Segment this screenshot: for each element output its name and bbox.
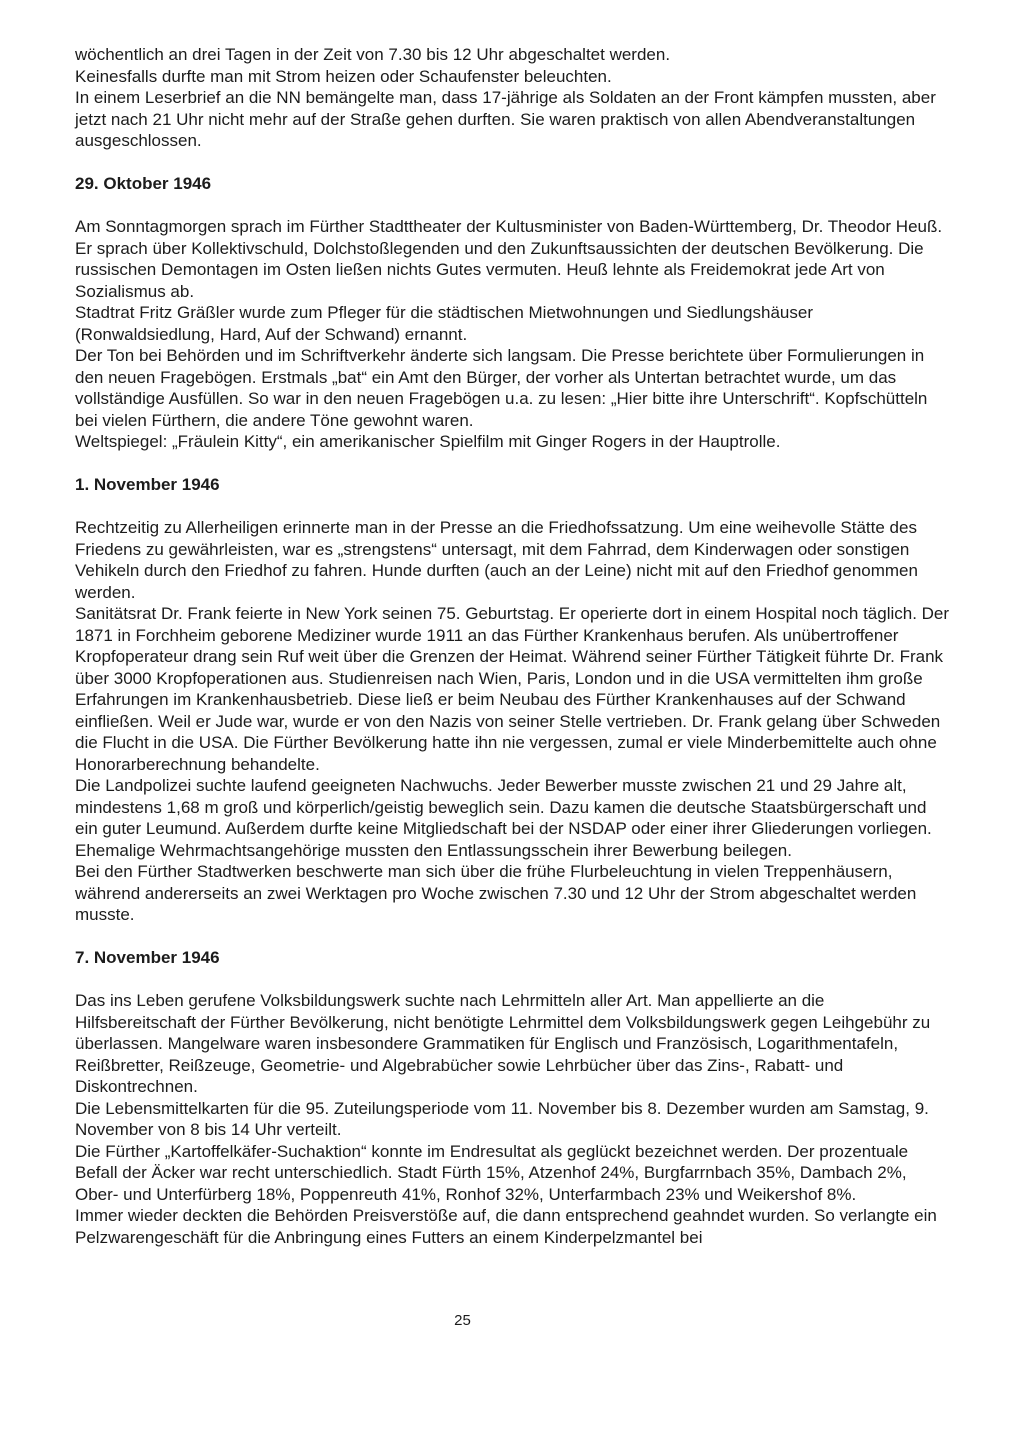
date-heading: 1. November 1946	[75, 475, 220, 494]
date-heading: 7. November 1946	[75, 948, 220, 967]
paragraph: In einem Leserbrief an die NN bemängelte man, dass 17-jährige als Soldaten an der Front kämpfen mussten, aber jetzt nach 21 Uhr nicht mehr auf der Straße gehen durften. Sie waren praktisch von allen Abendveranstaltungen ausgeschlossen.	[75, 88, 936, 150]
page-number: 25	[454, 1312, 471, 1329]
paragraph-group	[75, 216, 950, 453]
paragraph: Der Ton bei Behörden und im Schriftverkehr änderte sich langsam. Die Presse berichtete über Formulierungen in den neuen Fragebögen. Erstmals „bat“ ein Amt den Bürger, der vorher als Untertan betrachtet wurde, um das vollständige Ausfüllen. So war in den neuen Fragebögen u.a. zu lesen: „Hier bitte ihre Unterschrift“. Kopfschütteln bei vielen Fürthern, die andere Töne gewohnt waren.	[75, 346, 928, 430]
paragraph: Die Fürther „Kartoffelkäfer-Suchaktion“ konnte im Endresultat als geglückt bezeichnet werden. Der prozentuale Befall der Äcker war recht unterschiedlich. Stadt Fürth 15%, Atzenhof 24%, Burgfarrnbach 35%, Dambach 2%, Ober- und Unterfürberg 18%, Poppenreuth 41%, Ronhof 32%, Unterfarmbach 23% und Weikershof 8%.	[75, 1141, 909, 1204]
paragraph: Immer wieder deckten die Behörden Preisverstöße auf, die dann entsprechend geahndet wurden. So verlangte ein Pelzwarengeschäft für die Anbringung eines Futters an einem Kinderpelzmantel bei	[75, 1206, 937, 1247]
page-footer	[25, 1312, 900, 1330]
paragraph: Keinesfalls durfte man mit Strom heizen oder Schaufenster beleuchten.	[75, 66, 612, 86]
date-heading: 29. Oktober 1946	[75, 174, 212, 193]
paragraph: Sanitätsrat Dr. Frank feierte in New York seinen 75. Geburtstag. Er operierte dort in einem Hospital noch täglich. Der 1871 in Forchheim geborene Mediziner wurde 1911 an das Fürther Krankenhaus berufen. Als unübertroffener Kropfoperateur drang sein Ruf weit über die Grenzen der Heimat. Während seiner Fürther Tätigkeit führte Dr. Frank über 3000 Kropfoperationen aus. Studienreisen nach Wien, Paris, London und in die USA vermittelten ihm große Erfahrungen im Krankenhausbetrieb. Diese ließ er beim Neubau des Fürther Krankenhauses auf der Schwand einfließen. Weil er Jude war, wurde er von den Nazis von seiner Stelle vertrieben. Dr. Frank gelang über Schweden die Flucht in die USA. Die Fürther Bevölkerung hatte ihn nie vergessen, zumal er viele Minderbemittelte auch ohne Honorarberechnung behandelte.	[75, 604, 950, 774]
paragraph: Das ins Leben gerufene Volksbildungswerk suchte nach Lehrmitteln aller Art. Man appellierte an die Hilfsbereitschaft der Fürther Bevölkerung, nicht benötigte Lehrmittel dem Volksbildungswerk gegen Leihgebühr zu überlassen. Mangelware waren insbesondere Grammatiken für Englisch und Französisch, Logarithmentafeln, Reißbretter, Reißzeuge, Geometrie- und Algebrabücher sowie Lehrbücher über das Zins-, Rabatt- und Diskontrechnen.	[75, 991, 931, 1096]
paragraph: Stadtrat Fritz Gräßler wurde zum Pfleger für die städtischen Mietwohnungen und Siedlungshäuser (Ronwaldsiedlung, Hard, Auf der Schwand) ernannt.	[75, 303, 813, 344]
paragraph-group	[75, 517, 950, 926]
paragraph: Rechtzeitig zu Allerheiligen erinnerte man in der Presse an die Friedhofssatzung. Um eine weihevolle Stätte des Friedens zu gewährleisten, war es „strengstens“ untersagt, mit dem Fahrrad, dem Kinderwagen oder sonstigen Vehikeln durch den Friedhof zu fahren. Hunde durften (auch an der Leine) nicht mit auf den Friedhof genommen werden.	[75, 518, 918, 602]
paragraph: Am Sonntagmorgen sprach im Fürther Stadttheater der Kultusminister von Baden-Württemberg, Dr. Theodor Heuß. Er sprach über Kollektivschuld, Dolchstoßlegenden und den Zukunftsaussichten der deutschen Bevölkerung. Die russischen Demontagen im Osten ließen nichts Gutes vermuten. Heuß lehnte als Freidemokrat jede Art von Sozialismus ab.	[75, 217, 943, 301]
paragraph-group	[75, 44, 950, 152]
paragraph: Die Landpolizei suchte laufend geeigneten Nachwuchs. Jeder Bewerber musste zwischen 21 und 29 Jahre alt, mindestens 1,68 m groß und körperlich/geistig beweglich sein. Dazu kamen die deutsche Staatsbürgerschaft und ein guter Leumund. Außerdem durfte keine Mitgliedschaft bei der NSDAP oder einer ihrer Gliederungen vorliegen. Ehemalige Wehrmachtsangehörige mussten den Entlassungsschein ihrer Bewerbung beilegen.	[75, 776, 932, 860]
paragraph: Die Lebensmittelkarten für die 95. Zuteilungsperiode vom 11. November bis 8. Dezember wurden am Samstag, 9. November von 8 bis 14 Uhr verteilt.	[75, 1098, 929, 1139]
paragraph: wöchentlich an drei Tagen in der Zeit von 7.30 bis 12 Uhr abgeschaltet werden.	[75, 45, 671, 64]
paragraph: Weltspiegel: „Fräulein Kitty“, ein amerikanischer Spielfilm mit Ginger Rogers in der Hauptrolle.	[75, 432, 781, 451]
paragraph-group	[75, 990, 950, 1248]
paragraph: Bei den Fürther Stadtwerken beschwerte man sich über die frühe Flurbeleuchtung in vielen Treppenhäusern, während andererseits an zwei Werktagen pro Woche zwischen 7.30 und 12 Uhr der Strom abgeschaltet werden musste.	[75, 862, 917, 924]
